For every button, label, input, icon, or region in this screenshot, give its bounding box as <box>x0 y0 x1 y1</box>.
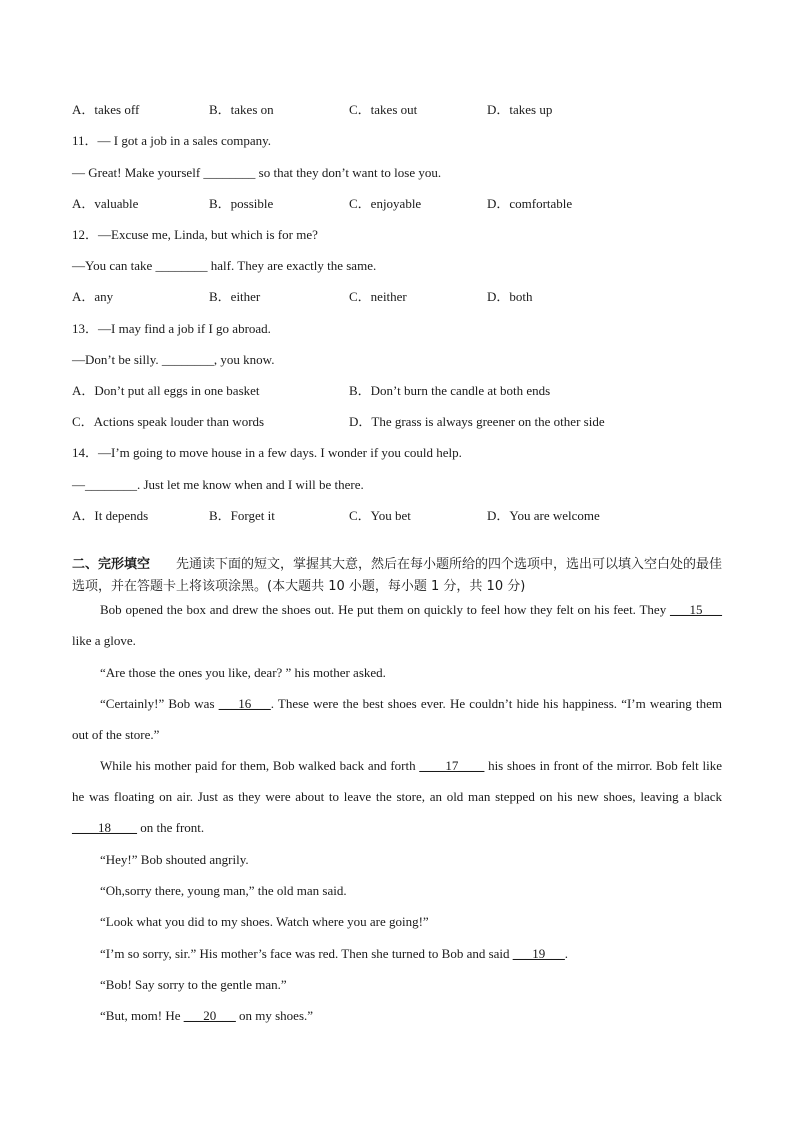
q14-option-b[interactable]: B．Forget it <box>209 508 275 523</box>
q11-option-d[interactable]: D．comfortable <box>487 196 573 211</box>
q13-prompt: 13．—I may find a job if I go abroad. <box>72 321 271 336</box>
q12-option-a[interactable]: A．any <box>72 289 114 304</box>
q13-option-c[interactable]: C．Actions speak louder than words <box>72 414 265 429</box>
passage-paragraph <box>72 875 722 906</box>
q14-option-a[interactable]: A．It depends <box>72 508 149 523</box>
q14-response: —________. Just let me know when and I will be there. <box>72 477 364 492</box>
passage-text: “Are those the ones you like, dear? ” his mother asked. <box>100 665 386 680</box>
section-heading <box>72 553 724 597</box>
blank-17[interactable]: ____17____ <box>419 758 485 773</box>
q12-option-c[interactable]: C．neither <box>349 289 407 304</box>
passage-text: on my shoes.” <box>235 1008 314 1023</box>
passage-text: “Hey!” Bob shouted angrily. <box>100 852 249 867</box>
passage-text: “Bob! Say sorry to the gentle man.” <box>100 977 287 992</box>
q13-response: —Don’t be silly. ________, you know. <box>72 352 275 367</box>
passage-paragraph <box>72 1000 722 1031</box>
passage-paragraph <box>72 657 722 688</box>
q13-option-a[interactable]: A．Don’t put all eggs in one basket <box>72 383 260 398</box>
passage-paragraph <box>72 938 722 969</box>
passage-text: “Oh,sorry there, young man,” the old man said. <box>100 883 347 898</box>
q10-option-b[interactable]: B．takes on <box>209 102 274 117</box>
q14-prompt: 14．—I’m going to move house in a few days. I wonder if you could help. <box>72 445 462 460</box>
q11-response: — Great! Make yourself ________ so that they don’t want to lose you. <box>72 165 442 180</box>
q12-option-d[interactable]: D．both <box>487 289 533 304</box>
section-instruction: 先通读下面的短文，掌握其大意，然后在每小题所给的四个选项中，选出可以填入空白处的最佳选项，并在答题卡上将该项涂黑。(本大题共 10 小题，每小题 1 分，共 10 分) <box>72 557 723 594</box>
q12-option-b[interactable]: B．either <box>209 289 261 304</box>
q13-option-b[interactable]: B．Don’t burn the candle at both ends <box>349 383 551 398</box>
q12-prompt: 12．—Excuse me, Linda, but which is for me? <box>72 227 318 242</box>
passage-paragraph <box>72 594 722 656</box>
q13-option-d[interactable]: D．The grass is always greener on the other side <box>349 414 605 429</box>
q11-option-b[interactable]: B．possible <box>209 196 274 211</box>
blank-18[interactable]: ____18____ <box>72 820 137 835</box>
passage-text: “I’m so sorry, sir.” His mother’s face was red. Then she turned to Bob and said <box>100 946 513 961</box>
passage-text: on the front. <box>137 820 205 835</box>
section-title: 二、完形填空 <box>72 557 151 572</box>
passage-text: . <box>564 946 569 961</box>
passage-text: “Look what you did to my shoes. Watch where you are going!” <box>100 914 429 929</box>
passage-paragraph <box>72 750 722 843</box>
passage-text: Bob opened the box and drew the shoes out. He put them on quickly to feel how they felt on his feet. They <box>100 602 670 617</box>
passage-paragraph <box>72 844 722 875</box>
passage-text: . These were the best shoes ever. He couldn’t hide his happiness. “I’m wearing them out of the store.” <box>72 696 722 742</box>
q11-option-a[interactable]: A．valuable <box>72 196 139 211</box>
passage-paragraph <box>72 688 722 750</box>
blank-20[interactable]: ___20___ <box>183 1008 236 1023</box>
q10-option-d[interactable]: D．takes up <box>487 102 553 117</box>
q11-prompt: 11．— I got a job in a sales company. <box>72 133 272 148</box>
passage-text: like a glove. <box>72 633 136 648</box>
passage-text: “But, mom! He <box>100 1008 184 1023</box>
passage-paragraph <box>72 906 722 937</box>
q11-option-c[interactable]: C．enjoyable <box>349 196 422 211</box>
q14-option-d[interactable]: D．You are welcome <box>487 508 600 523</box>
passage-text: While his mother paid for them, Bob walked back and forth <box>100 758 420 773</box>
q12-response: —You can take ________ half. They are exactly the same. <box>72 258 377 273</box>
q10-option-a[interactable]: A．takes off <box>72 102 140 117</box>
passage-text: “Certainly!” Bob was <box>100 696 219 711</box>
passage-text: his shoes in front of the mirror. Bob felt like he was floating on air. Just as they were about to leave the store, an old man stepped on his new shoes, leaving a black <box>72 758 722 804</box>
blank-19[interactable]: ___19___ <box>512 946 565 961</box>
passage-paragraph <box>72 969 722 1000</box>
blank-15[interactable]: ___15___ <box>670 602 722 617</box>
q14-option-c[interactable]: C．You bet <box>349 508 411 523</box>
blank-16[interactable]: ___16___ <box>218 696 271 711</box>
q10-option-c[interactable]: C．takes out <box>349 102 418 117</box>
